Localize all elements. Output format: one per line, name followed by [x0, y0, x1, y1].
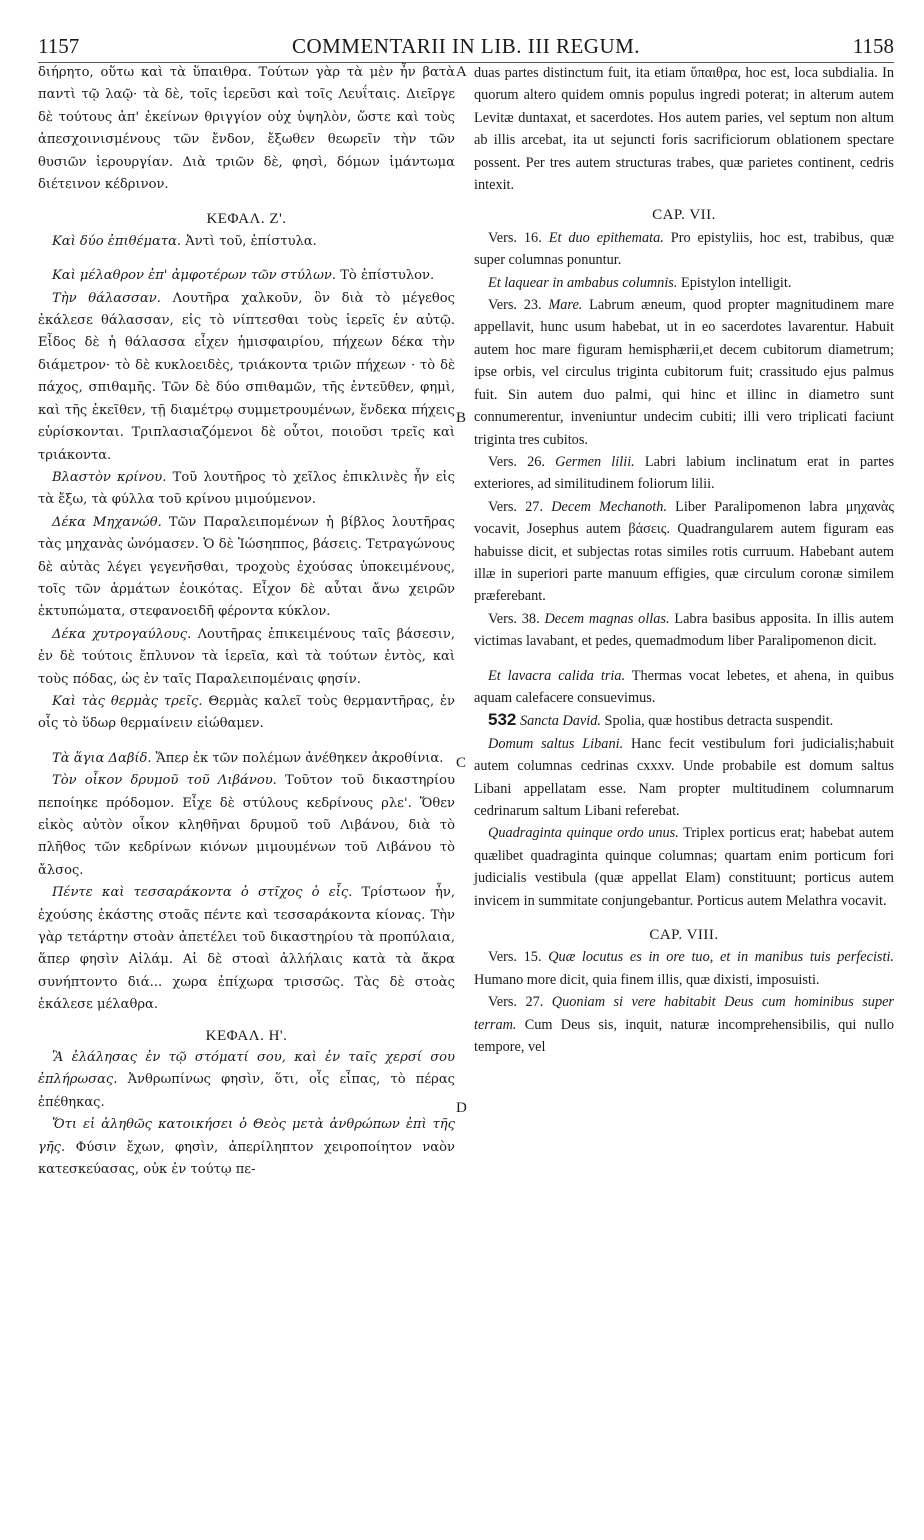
- latin-verse-note: [474, 822, 894, 912]
- latin-column: [474, 62, 894, 1058]
- greek-scholion: [38, 288, 455, 467]
- left-page-number: 1157: [38, 34, 80, 58]
- greek-lemma: Τὸν οἶκον δρυμοῦ τοῦ Λιβάνου.: [52, 773, 277, 789]
- greek-scholion: [38, 882, 455, 1016]
- latin-comment: Epistylon intelligit.: [677, 274, 792, 291]
- running-header: [38, 34, 894, 63]
- latin-lemma: Quoniam si vere habitabit Deus cum hominibus super terram.: [474, 994, 895, 1033]
- latin-lemma: Domum saltus Libani.: [488, 735, 624, 752]
- greek-comment: Ἀνθρωπίνως φησὶν, ὅτι, οἷς εἶπας, τὸ πέρας ἐπέθηκας.: [38, 1072, 455, 1110]
- greek-lemma: Βλαστὸν κρίνου.: [52, 469, 167, 485]
- greek-paragraph: διήρητο, οὕτω καὶ τὰ ὕπαιθρα. Τούτων γὰρ τὰ μὲν ἦν βατὰ παντὶ τῷ λαῷ· τὰ δὲ, τοῖς ἱερεῦσι καὶ τοῖς Λευΐταις. Διεῖργε δὲ τούτους ἀπ' ἐκείνων θριγγίον οὐχ ὑψηλὸν, ὥστε καὶ τοὺς ἀπεσχοινισμένους τῶν ἔνδον, ἔξωθεν θεωρεῖν τὴν τῶν θυσιῶν ἱερουργίαν. Διὰ τριῶν δὲ, φησὶ, δόμων ἱμάντωμα διέτεινον κέδρινον.: [38, 65, 455, 193]
- greek-lemma: Ἃ ἐλάλησας ἐν τῷ στόματί σου, καὶ ἐν ταῖς χερσί σου ἐπλήρωσας.: [38, 1050, 455, 1088]
- greek-comment: Τρίστωον ἦν, ἐχούσης ἑκάστης στοᾶς πέντε καὶ τεσσαράκοντα κίονας. Τὴν γὰρ τετάρτην στοὰν ἀπετέλει τοῦ δικαστηρίου τὰ προπύλαια, ἅπερ φησὶν Αἰλάμ. Αἱ δὲ στοαὶ ἀλλήλαις κατὰ τὰ ἄκρα συνήπτοντο διά... χωρα ἐπίχωρα τρισσῶς. Τὰς δὲ στοὰς ἐκάλεσε μέλαθρα.: [38, 885, 455, 1013]
- greek-comment: Τὸ ἐπίστυλον.: [336, 268, 435, 284]
- greek-chapter-heading: ΚΕΦΑΛ. Η'.: [205, 1027, 288, 1044]
- latin-comment: Pro epistyliis, hoc est, trabibus, quæ super columnas ponuntur.: [474, 229, 895, 269]
- greek-scholion: [38, 1047, 455, 1114]
- latin-lemma: Decem Mechanoth.: [551, 498, 667, 515]
- latin-comment: Spolia, quæ hostibus detracta suspendit.: [600, 713, 834, 730]
- section-marker-a: A: [456, 64, 467, 80]
- latin-comment: Humano more dicit, quia finem illis, quæ dixisti, imposuisti.: [474, 971, 820, 988]
- latin-verse-note: [474, 227, 894, 272]
- latin-comment: Labri labium inclinatum erat in partes exteriores, ad similitudinem foliorum lilii.: [474, 453, 895, 493]
- latin-lemma: Quæ locutus es in ore tuo, et in manibus tuis perfecisti.: [548, 949, 894, 966]
- latin-comment: Triplex porticus erat; habebat autem quælibet quadraginta quinque columnas; quartam enim porticum fori judicialis vestibula (quæ appellat Elam) constituunt; porticus autem invicem in summitate conjungebantur. Porticus autem Melathra vocavit.: [474, 825, 894, 909]
- latin-lemma: Decem magnas ollas.: [544, 610, 670, 627]
- latin-verse-note: [474, 991, 894, 1058]
- greek-comment: Λουτῆρας ἐπικειμένους ταῖς βάσεσιν, ἐν δὲ τούτοις ἔπλυνον τὰ ἱερεῖα, καὶ τὰ τούτων ἐντὸς, καὶ τοὺς πόδας, ὡς ἐν ταῖς Παραλειπομέναις φησίν.: [38, 626, 455, 687]
- verse-reference: Vers. 26.: [488, 453, 545, 470]
- greek-lemma: Δέκα χυτρογαύλους.: [52, 626, 192, 642]
- verse-reference: Vers. 27.: [488, 498, 544, 515]
- greek-chapter-heading: ΚΕΦΑΛ. Ζ'.: [206, 211, 287, 228]
- greek-column: [38, 62, 455, 1182]
- greek-lemma: Δέκα Μηχανώθ.: [52, 514, 162, 530]
- latin-lemma: Quadraginta quinque ordo unus.: [488, 825, 679, 842]
- greek-scholion: [38, 691, 455, 736]
- latin-comment: Labra basibus apposita. In illis autem victimas lavabant, et pedes, quemadmodum liber Paralipomenon dicit.: [474, 610, 895, 650]
- latin-lemma: Germen lilii.: [555, 453, 635, 470]
- greek-comment: Τῶν Παραλειπομένων ἡ βίβλος λουτῆρας τὰς μηχανὰς ὠνόμασεν. Ὁ δὲ Ἰώσηππος, βάσεις. Τετραγώνους δὲ αὐτὰς λέγει γεγενῆσθαι, τροχοὺς ἐχούσας ὑποκειμένους, τοῖς τῶν ἁρμάτων ἐοικότας. Εἶχον δὲ αὗται ἄνω χειρῶν ἐκτυπώματα, στεφανοειδῆ φέροντα κύκλον.: [38, 514, 455, 620]
- latin-lemma: Et duo epithemata.: [548, 229, 664, 246]
- greek-lemma: Τὰ ἅγια Δαβίδ.: [52, 750, 152, 766]
- greek-scholion: [38, 748, 455, 770]
- latin-verse-note: [474, 294, 894, 451]
- verse-reference: Vers. 23.: [488, 297, 542, 314]
- latin-comment: Labrum æneum, quod propter magnitudinem mare appellavit, hunc usum habebat, ut in eo sacerdotes lavarentur. Habuit autem hoc mare figuram hemisphærii,et decem cubitorum diametrum; ipse orbis, vel circulus triginta cubitorum fuit; crassitudo ejus palmus fuit. Sin autem duo palmi, qui hinc et illinc in diametro sunt connumerentur, inveniuntur undecim cubiti; illi vero triplicati faciunt triginta tres cubitos.: [474, 297, 895, 448]
- latin-comment: Liber Paralipomenon labra μηχανὰς vocavit, Josephus autem βάσεις. Quadrangularem autem figuram eas habuisse dicit, et subjectas rotas similes rotis curruum. Habebant autem illæ in superiori parte manuum effigies, quæ circulum coronæ similem præferebant.: [474, 498, 894, 605]
- greek-scholion: [38, 512, 455, 624]
- greek-scholion: [38, 1114, 455, 1181]
- latin-verse-note: [474, 496, 894, 608]
- greek-lemma: Καὶ μέλαθρον ἐπ' ἀμφοτέρων τῶν στύλων.: [52, 268, 337, 284]
- latin-chapter-heading: CAP. VII.: [652, 207, 716, 224]
- section-marker-d: D: [456, 1100, 467, 1116]
- verse-reference: Vers. 15.: [488, 949, 542, 966]
- latin-verse-note: [474, 451, 894, 496]
- greek-lemma: Καὶ τὰς θερμὰς τρεῖς.: [52, 693, 203, 709]
- greek-comment: Τοῦτον τοῦ δικαστηρίου πεποίηκε πρόδομον. Εἶχε δὲ στύλους κεδρίνους ρλε'. Ὅθεν εἰκὸς αὐτὸν οἶκον κληθῆναι δρυμοῦ τοῦ Λιβάνου, διὰ τὸ πλῆθος τῶν κεδρίνων κιόνων μιμουμένων τοῦ Λιβάνου τὸ ἄλσος.: [38, 773, 455, 878]
- section-marker-b: B: [456, 410, 467, 426]
- greek-lemma: Ὅτι εἰ ἀληθῶς κατοικήσει ὁ Θεὸς μετὰ ἀνθρώπων ἐπὶ τῆς γῆς.: [38, 1117, 455, 1155]
- greek-comment: Λουτῆρα χαλκοῦν, ὃν διὰ τὸ μέγεθος ἐκάλεσε θάλασσαν, εἰς τὸ νίπτεσθαι τοὺς ἱερεῖς ἐν αὐτῷ. Εἶδος δὲ ἡ θάλασσα εἶχεν ἡμισφαιρίου, πήχεων δέκα τὴν διάμετρον· τὸ δὲ κυκλοειδὲς, τριάκοντα τριῶν πήχεων · τὸ δὲ πάχος, σπιθαμῆς. Τῶν δὲ δύο σπιθαμῶν, τῆς ἐντεῦθεν, φημὶ, καὶ τῆς ἐκεῖθεν, τῇ διαμέτρῳ συμμετρουμένων, ἕνδεκα πήχεις εὑρίσκονται. Τριπλασιαζόμενοι δὲ οὗτοι, ποιοῦσι τρεῖς καὶ τριάκοντα.: [38, 290, 455, 463]
- latin-verse-note: [474, 608, 894, 653]
- greek-scholion: [38, 265, 455, 287]
- greek-scholion: [38, 624, 455, 691]
- latin-lemma: Mare.: [548, 297, 583, 314]
- right-page-number: 1158: [852, 34, 894, 58]
- column-number: 532: [488, 710, 517, 730]
- latin-paragraph: duas partes distinctum fuit, ita etiam ὕπαιθρα, hoc est, loca subdialia. In quorum altero quidem omnis populus ingredi poterat; in alterum autem Levitæ duntaxat, et sacerdotes. Hos autem paries, vel septum non altum ab illis arcebat, ita ut sejuncti foris sacrificiorum oblationem spectare possent. Per tres autem structuras trabes, quæ parietes continent, cedris intexit.: [474, 65, 894, 194]
- greek-scholion: [38, 467, 455, 512]
- greek-scholion: [38, 770, 455, 882]
- greek-lemma: Πέντε καὶ τεσσαράκοντα ὁ στῖχος ὁ εἷς.: [52, 885, 353, 901]
- greek-comment: Ἅπερ ἐκ τῶν πολέμων ἀνέθηκεν ἀκροθίνια.: [151, 750, 444, 766]
- latin-verse-note: [474, 665, 894, 710]
- latin-verse-note: [474, 709, 894, 732]
- greek-comment: Θερμὰς καλεῖ τοὺς θερμαντῆρας, ἐν οἷς τὸ ὕδωρ θερμαίνειν εἰώθαμεν.: [38, 693, 455, 732]
- verse-reference: Vers. 38.: [488, 610, 540, 627]
- greek-scholion: [38, 231, 455, 253]
- greek-comment: Φύσιν ἔχων, φησὶν, ἀπερίληπτον χειροποίητον ναὸν κατεσκεύασας, οὐκ ἐν τούτῳ πε-: [38, 1139, 455, 1178]
- verse-reference: Vers. 16.: [488, 229, 542, 246]
- verse-reference: Vers. 27.: [488, 994, 544, 1011]
- latin-lemma: Sancta David.: [519, 713, 601, 730]
- latin-chapter-heading: CAP. VIII.: [649, 927, 719, 944]
- latin-verse-note: [474, 733, 894, 823]
- latin-comment: Hanc fecit vestibulum fori judicialis;habuit autem columnas cedrinas cxxxv. Unde probabile est domum saltus Libani appellatam esse. Nam propter multitudinem columnarum cedrinarum saltum Libani referebat.: [474, 735, 894, 819]
- greek-lemma: Καὶ δύο ἐπιθέματα.: [52, 233, 182, 249]
- latin-comment: Thermas vocat lebetes, et ahena, in quibus aquam calefacere consuevimus.: [474, 667, 894, 706]
- latin-verse-note: [474, 946, 894, 991]
- latin-lemma: Et laquear in ambabus columnis.: [488, 274, 678, 291]
- running-title: COMMENTARII IN LIB. III REGUM.: [291, 34, 641, 58]
- latin-lemma: Et lavacra calida tria.: [488, 667, 626, 684]
- latin-comment: Cum Deus sis, inquit, naturæ incomprehensibilis, qui nullo tempore, vel: [474, 1016, 894, 1056]
- greek-comment: Ἀντὶ τοῦ, ἐπίστυλα.: [181, 233, 317, 249]
- latin-verse-note: [474, 272, 894, 294]
- section-marker-c: C: [456, 755, 467, 771]
- greek-comment: Τοῦ λουτῆρος τὸ χεῖλος ἐπικλινὲς ἦν εἰς τὰ ἔξω, τὰ φύλλα τοῦ κρίνου μιμούμενον.: [38, 469, 455, 508]
- greek-lemma: Τὴν θάλασσαν.: [52, 290, 161, 306]
